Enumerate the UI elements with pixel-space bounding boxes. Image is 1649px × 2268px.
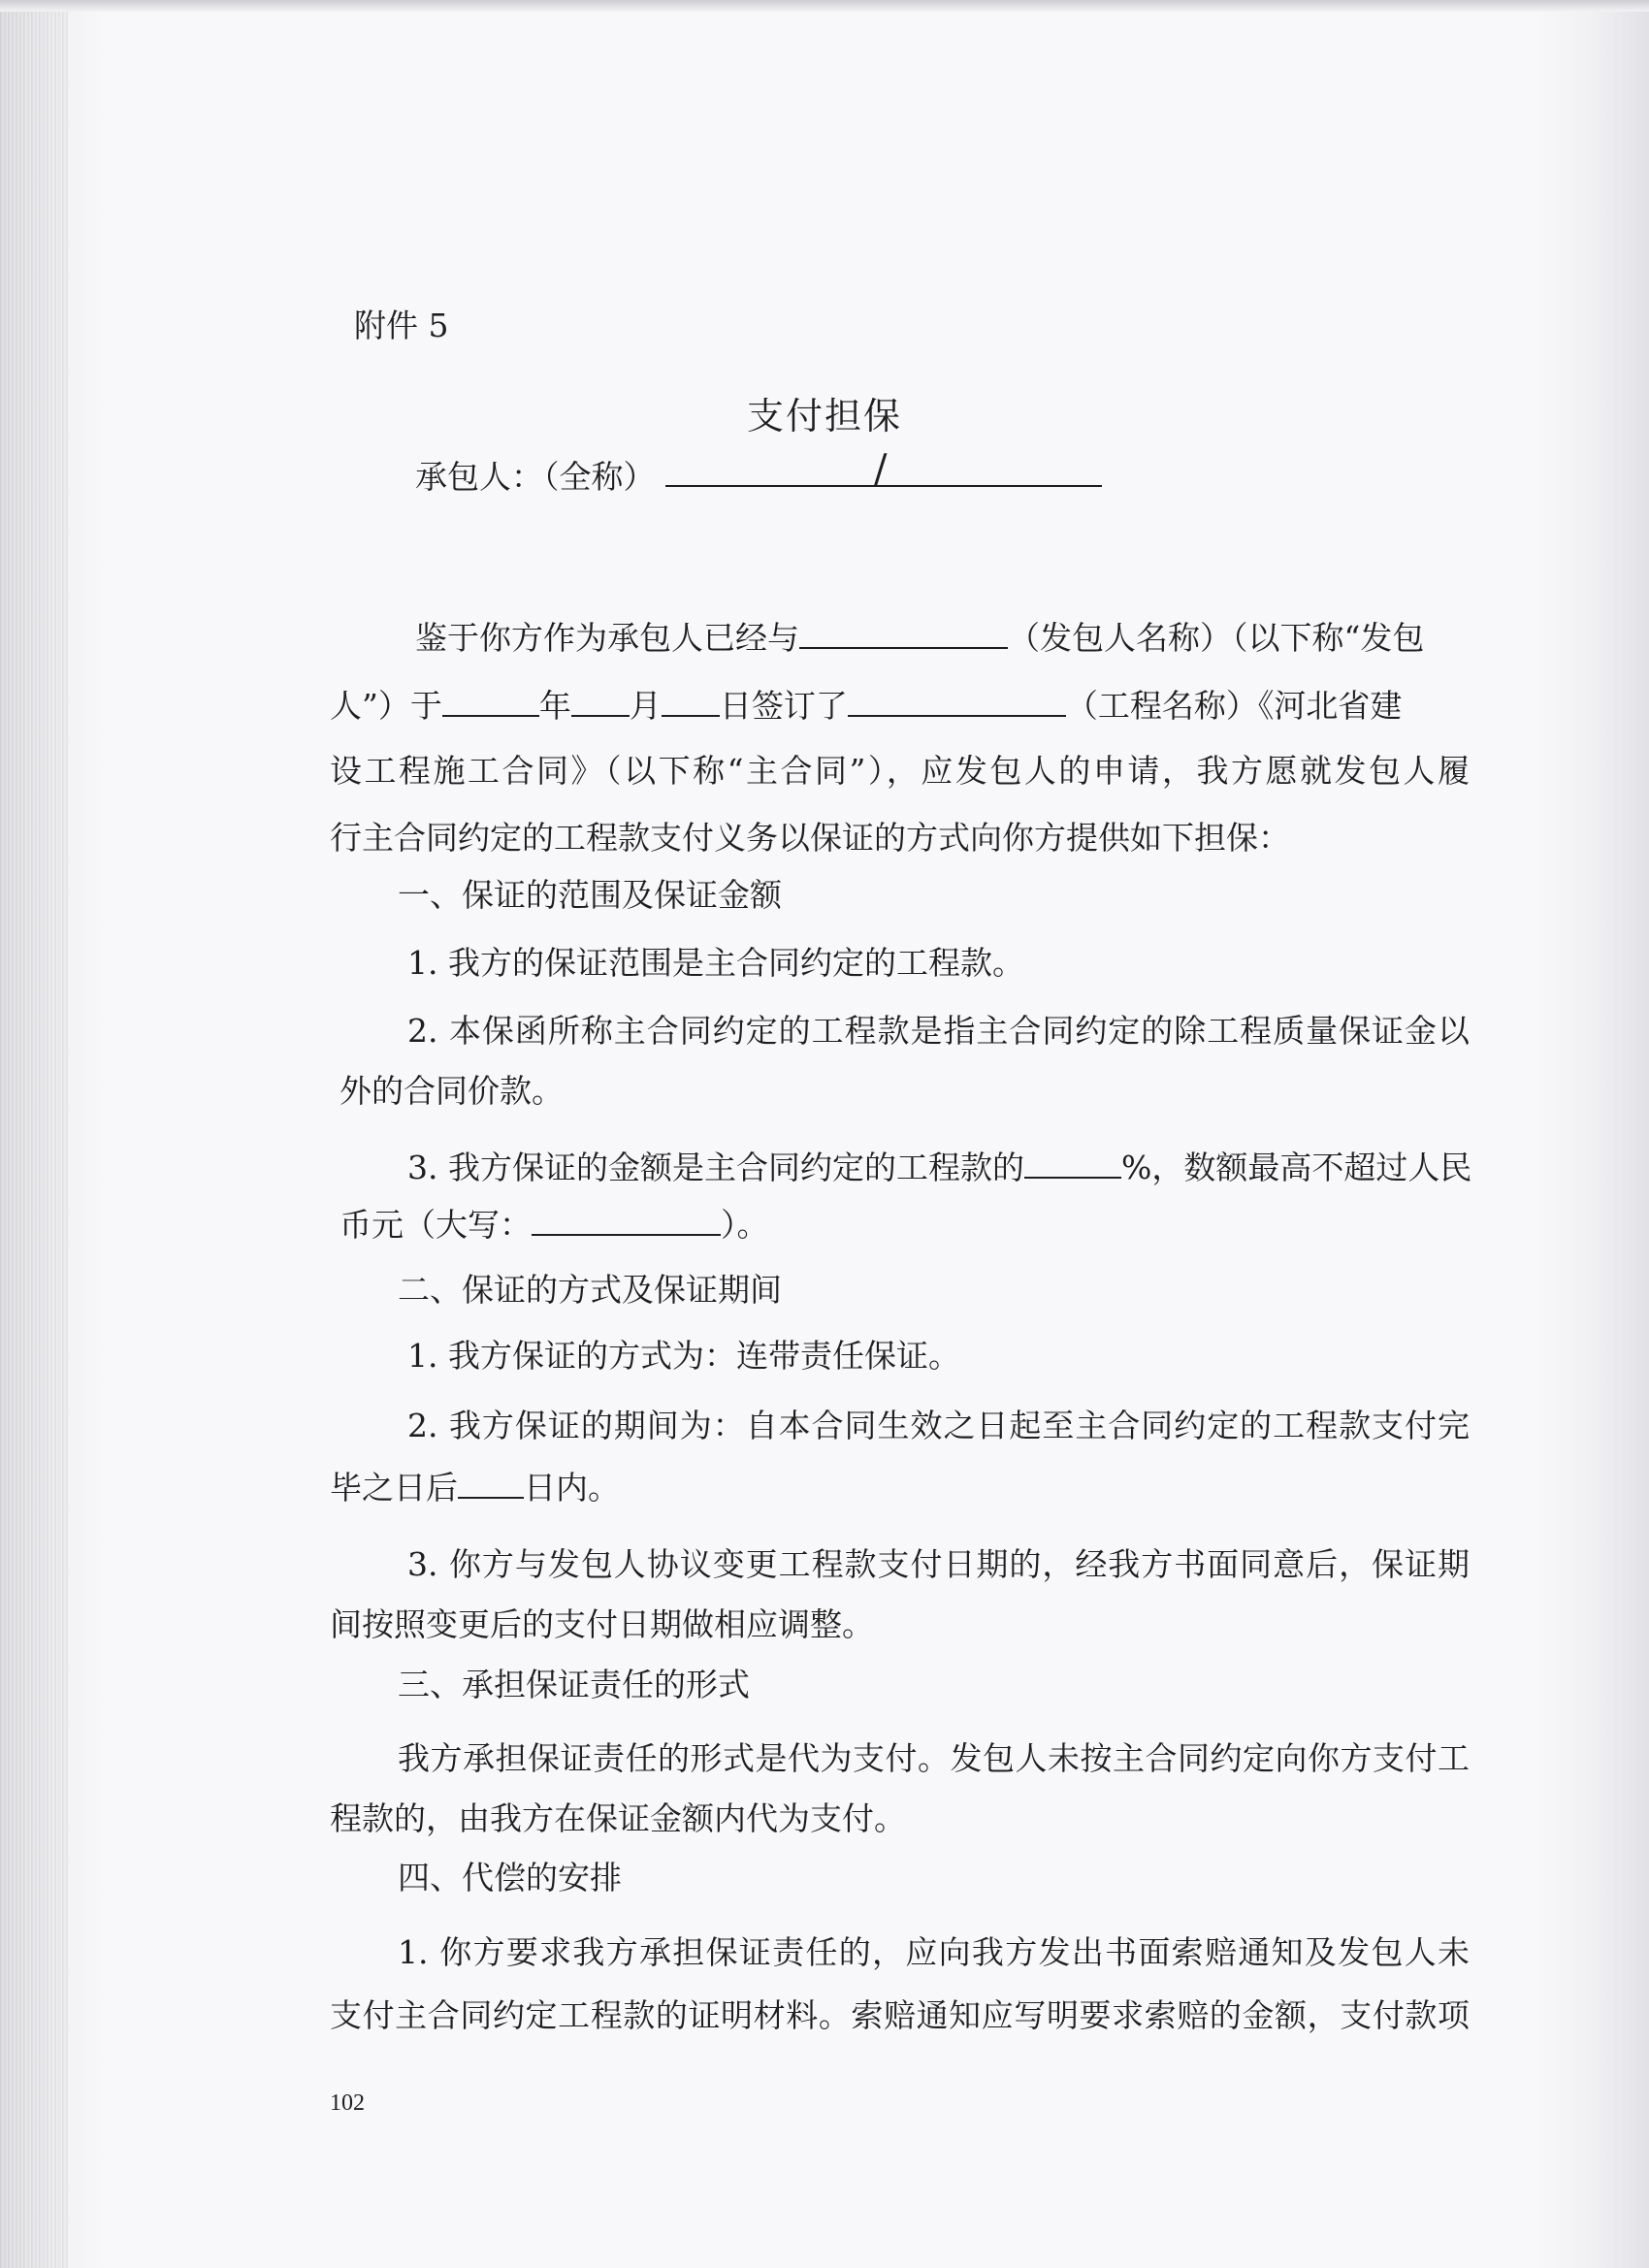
intro-year-label: 年 [538, 687, 571, 725]
item-3-text-a: 3. 我方保证的金额是主合同约定的工程款的 [407, 1149, 1024, 1186]
section-2-item-1: 1. 我方保证的方式为：连带责任保证。 [407, 1337, 960, 1375]
recipient-label: 承包人：（全称） [415, 458, 656, 496]
item-3-text-c: 币元（大写： [340, 1206, 532, 1244]
section-2-item-2-line-2 [330, 1468, 620, 1507]
amount-in-words-blank [532, 1205, 721, 1236]
item-2-text-a: 毕之日后 [330, 1469, 458, 1507]
section-2-heading: 二、保证的方式及保证期间 [398, 1271, 782, 1309]
section-3-body-line-2: 程款的，由我方在保证金额内代为支付。 [330, 1799, 906, 1837]
page-top-edge [0, 0, 1649, 12]
recipient-name-value: / [874, 447, 888, 492]
year-blank [442, 686, 539, 717]
intro-line-4: 行主合同约定的工程款支付义务以保证的方式向你方提供如下担保： [330, 819, 1290, 857]
attachment-label: 附件 5 [354, 307, 449, 344]
section-3-body-line-1: 我方承担保证责任的形式是代为支付。发包人未按主合同约定向你方支付工 [398, 1739, 1470, 1777]
recipient-name-blank [665, 447, 1102, 492]
month-blank [571, 686, 630, 717]
section-2-item-3-line-2: 间按照变更后的支付日期做相应调整。 [330, 1605, 874, 1643]
page-stack-edge [0, 0, 68, 2268]
intro-line-2 [330, 686, 1402, 726]
section-1-item-3-line-2 [340, 1205, 769, 1245]
section-1-item-3-line-1 [407, 1148, 1471, 1187]
days-blank [458, 1468, 524, 1499]
page-number: 102 [330, 2090, 365, 2116]
item-3-text-d: ）。 [721, 1206, 769, 1244]
item-2-text-b: 日内。 [524, 1469, 620, 1507]
day-blank [662, 686, 720, 717]
intro-text-5: （工程名称）《河北省建 [1065, 687, 1403, 725]
section-1-heading: 一、保证的范围及保证金额 [398, 876, 782, 914]
section-4-item-1-line-2: 支付主合同约定工程款的证明材料。索赔通知应写明要求索赔的金额，支付款项 [330, 1996, 1470, 2034]
intro-text-2: （发包人名称）（以下称“发包 [1008, 619, 1425, 657]
project-name-blank [848, 686, 1066, 717]
intro-text-4: 日签订了 [719, 687, 848, 725]
percent-blank [1024, 1148, 1121, 1179]
section-2-item-3-line-1: 3. 你方与发包人协议变更工程款支付日期的，经我方书面同意后，保证期 [407, 1545, 1470, 1583]
section-2-item-2-line-1: 2. 我方保证的期间为：自本合同生效之日起至主合同约定的工程款支付完 [407, 1407, 1470, 1444]
intro-text-1: 鉴于你方作为承包人已经与 [415, 619, 799, 657]
section-4-item-1-line-1: 1. 你方要求我方承担保证责任的，应向我方发出书面索赔通知及发包人未 [398, 1933, 1470, 1971]
employer-name-blank [799, 618, 1008, 649]
intro-text-3: 人”）于 [330, 687, 442, 725]
item-3-text-b: %，数额最高不超过人民 [1120, 1149, 1472, 1186]
document-title: 支付担保 [746, 395, 902, 437]
section-3-heading: 三、承担保证责任的形式 [398, 1666, 750, 1703]
section-1-item-1: 1. 我方的保证范围是主合同约定的工程款。 [407, 944, 1024, 982]
section-4-heading: 四、代偿的安排 [398, 1859, 622, 1896]
intro-line-1 [415, 618, 1424, 658]
section-1-item-2-line-2: 外的合同价款。 [340, 1072, 564, 1110]
intro-month-label: 月 [629, 687, 662, 725]
intro-line-3: 设工程施工合同》（以下称“主合同”），应发包人的申请，我方愿就发包人履 [330, 752, 1470, 790]
recipient-line [415, 447, 1102, 497]
section-1-item-2-line-1: 2. 本保函所称主合同约定的工程款是指主合同约定的除工程质量保证金以 [407, 1012, 1470, 1050]
